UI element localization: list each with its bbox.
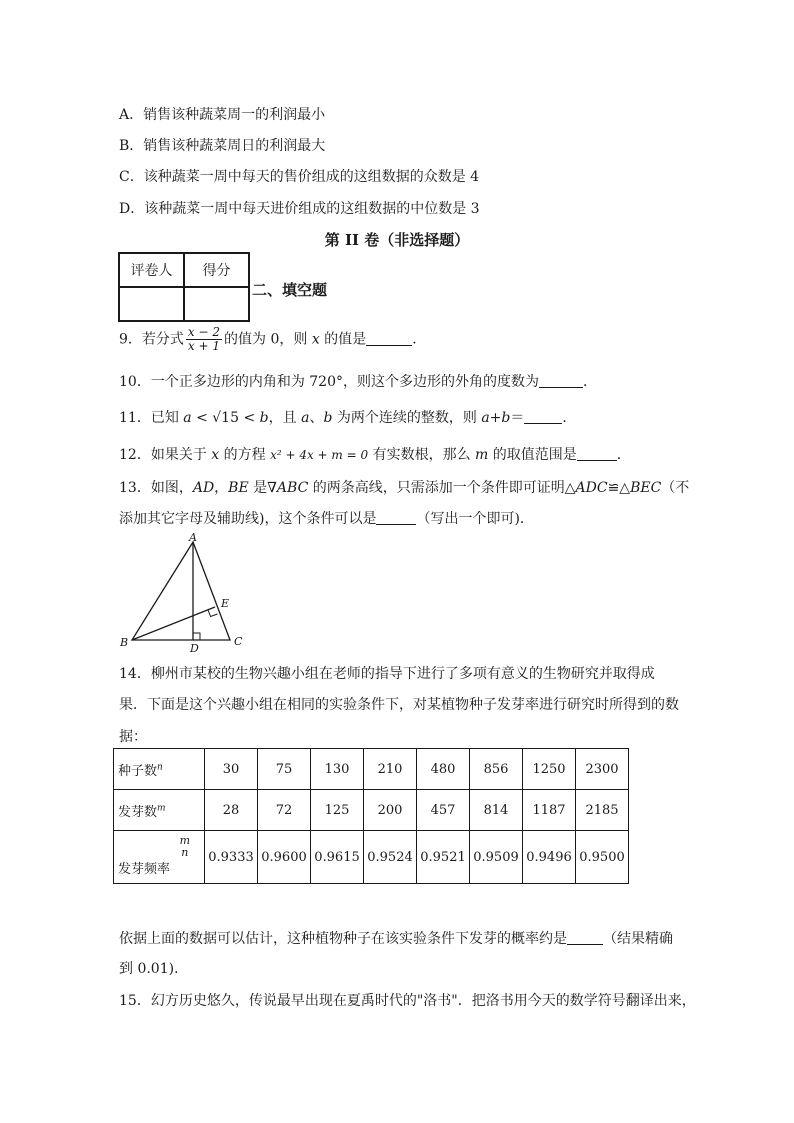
table-cell: 130	[311, 749, 364, 790]
question-14-line2: 果．下面是这个兴趣小组在相同的实验条件下，对某植物种子发芽率进行研究时所得到的数	[119, 697, 679, 713]
triangle-figure	[112, 530, 252, 654]
table-row	[114, 831, 629, 884]
table-cell: 0.9500	[576, 831, 629, 884]
germination-table	[113, 748, 629, 884]
table-cell: 2185	[576, 790, 629, 831]
question-11: 11．已知 a < √15 < b，且 a、b 为两个连续的整数，则 a+b＝ ．	[119, 410, 577, 426]
grader-label: 评卷人	[119, 253, 184, 287]
grader-table	[118, 252, 250, 322]
question-12: 12．如果关于 x 的方程 x² + 4x + m = 0 有实数根，那么 m 的取值范围是 ．	[119, 447, 631, 463]
section-title: 第 II 卷（非选择题）	[324, 231, 470, 249]
answer-blank	[376, 510, 416, 525]
table-cell: 1250	[523, 749, 576, 790]
table-cell: 856	[470, 749, 523, 790]
table-cell: 0.9600	[258, 831, 311, 884]
label-a: A	[189, 531, 197, 544]
table-cell: 30	[205, 749, 258, 790]
question-14-line3: 据：	[119, 729, 147, 745]
row-header: 发芽频率 m n	[114, 831, 205, 884]
table-cell: 210	[364, 749, 417, 790]
option-b: B．销售该种蔬菜周日的利润最大	[119, 138, 326, 154]
answer-blank	[539, 373, 583, 388]
question-14-answer-line1: 依据上面的数据可以估计，这种植物种子在该实验条件下发芽的概率约是 （结果精确	[119, 931, 673, 947]
table-cell: 0.9496	[523, 831, 576, 884]
question-14-answer-line2: 到 0.01)．	[119, 961, 189, 977]
table-cell: 75	[258, 749, 311, 790]
table-cell: 1187	[523, 790, 576, 831]
label-b: B	[120, 636, 129, 649]
table-cell: 2300	[576, 749, 629, 790]
table-cell: 72	[258, 790, 311, 831]
question-15: 15．幻方历史悠久，传说最早出现在夏禹时代的"洛书"．把洛书用今天的数学符号翻译出来，	[119, 993, 696, 1009]
fraction: $\frac{x - 2}{x + 1}$	[187, 325, 221, 353]
altitude-be	[132, 607, 215, 640]
table-row	[114, 790, 629, 831]
label-c: C	[234, 635, 243, 648]
row-header: 发芽数$^m$	[114, 790, 205, 831]
question-14-line1: 14．柳州市某校的生物兴趣小组在老师的指导下进行了多项有意义的生物研究并取得成	[119, 666, 655, 682]
triangle-abc	[132, 542, 230, 640]
label-e: E	[221, 597, 230, 610]
grader-cell	[119, 287, 184, 321]
table-cell: 0.9333	[205, 831, 258, 884]
table-row	[114, 749, 629, 790]
question-10: 10．一个正多边形的内角和为 720°，则这个多边形的外角的度数为 ．	[119, 374, 597, 390]
option-a: A．销售该种蔬菜周一的利润最小	[119, 107, 326, 123]
table-cell: 28	[205, 790, 258, 831]
table-cell: 457	[417, 790, 470, 831]
answer-blank	[577, 446, 617, 461]
fill-in-heading: 二、填空题	[252, 281, 328, 299]
answer-blank	[524, 409, 562, 424]
row-header: 种子数$^n$	[114, 749, 205, 790]
table-cell: 0.9524	[364, 831, 417, 884]
table-cell: 814	[470, 790, 523, 831]
table-cell: 480	[417, 749, 470, 790]
right-angle-e	[208, 610, 218, 617]
right-angle-d	[193, 633, 200, 640]
table-cell: 200	[364, 790, 417, 831]
label-d: D	[190, 642, 199, 654]
table-cell: 0.9521	[417, 831, 470, 884]
question-9: 9．若分式 $\frac{x - 2}{x + 1}$ 的值为 0，则 x 的值是 ．	[119, 325, 427, 353]
table-cell: 0.9509	[470, 831, 523, 884]
answer-blank	[567, 930, 603, 945]
option-d: D．该种蔬菜一周中每天进价组成的这组数据的中位数是 3	[119, 201, 480, 217]
score-cell	[184, 287, 249, 321]
answer-blank	[366, 331, 412, 346]
fraction-m-over-n: m n	[179, 834, 190, 859]
equation: x² + 4x + m = 0	[270, 448, 369, 462]
table-cell: 0.9615	[311, 831, 364, 884]
option-c: C．该种蔬菜一周中每天的售价组成的这组数据的众数是 4	[119, 169, 480, 185]
question-13-line2: 添加其它字母及辅助线)，这个条件可以是 （写出一个即可)．	[119, 511, 534, 527]
sqrt-15: √15	[212, 410, 240, 426]
table-cell: 125	[311, 790, 364, 831]
score-label: 得分	[184, 253, 249, 287]
question-13-line1: 13．如图，AD，BE 是∇ABC 的两条高线，只需添加一个条件即可证明△ADC≌△BEC（不	[119, 480, 690, 496]
